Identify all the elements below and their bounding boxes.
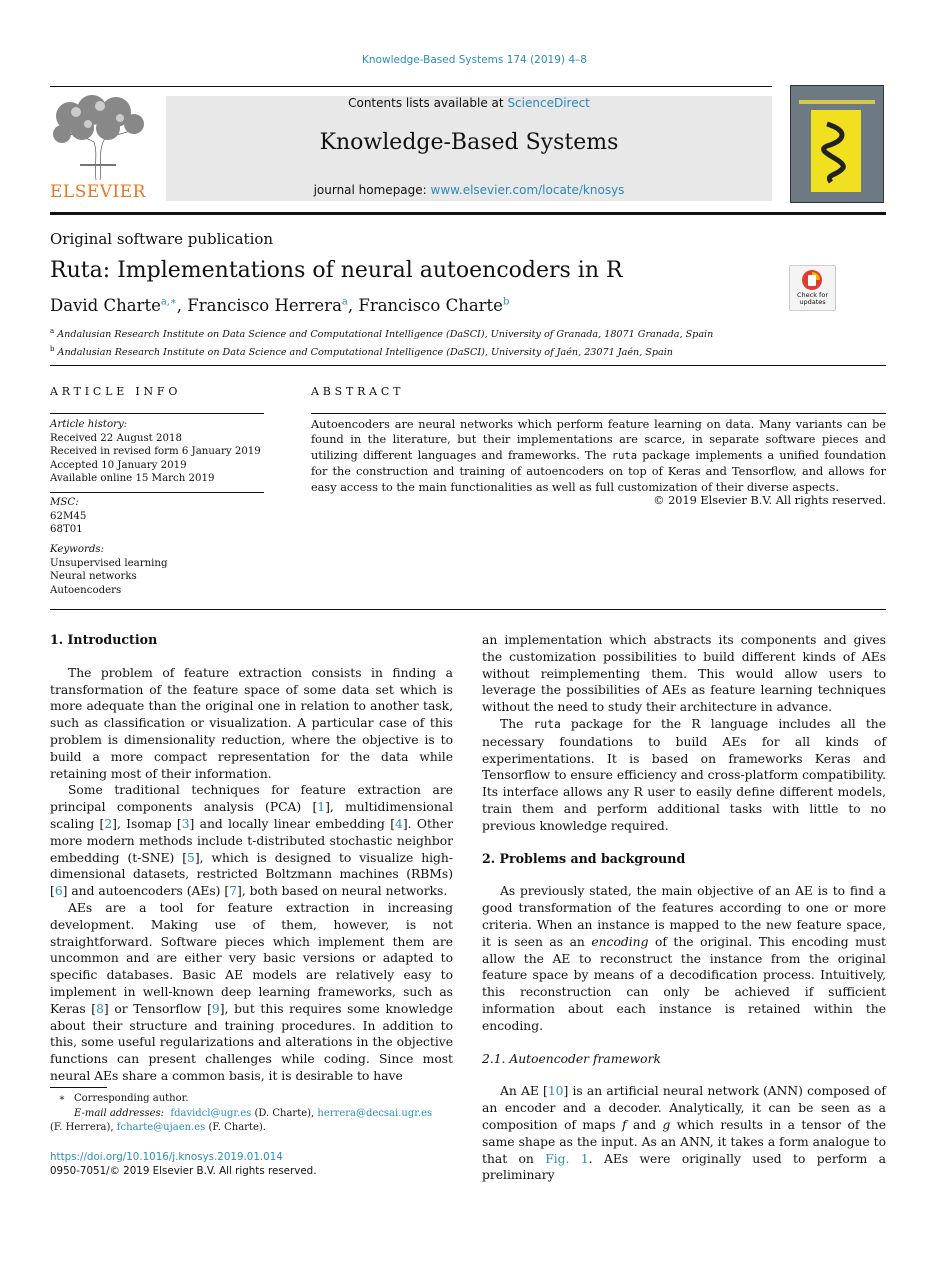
citation-link[interactable]: 9 xyxy=(211,1001,220,1016)
email-line: (F. Herrera), fcharte@ujaen.es (F. Charte). xyxy=(50,1122,266,1133)
citation-link[interactable]: 6 xyxy=(54,884,63,899)
top-rule xyxy=(50,86,772,87)
check-updates-badge[interactable] xyxy=(789,265,836,311)
affiliation-text: Andalusian Research Institute on Data Science and Computational Intelligence (DaSCI), University of Jaén, 23071 Jaén, Spain xyxy=(57,347,673,359)
msc-code: 62M45 xyxy=(50,510,87,522)
msc-code: 68T01 xyxy=(50,524,83,536)
keywords-label: Keywords: xyxy=(50,544,105,555)
package-name: ruta xyxy=(611,449,638,462)
contents-prefix: Contents lists available at xyxy=(348,96,508,110)
homepage-link[interactable]: www.elsevier.com/locate/knosys xyxy=(430,183,625,197)
paragraph: an implementation which abstracts its components and gives the customization possibilities to build different kinds of AEs without reimplementing them. This would allow users to leverage the possibilities of AEs as feature learning techniques without the need to study their architecture in advance. xyxy=(482,633,886,715)
affiliation-mark: b xyxy=(50,345,55,354)
citation-link[interactable]: 1 xyxy=(317,800,326,815)
paragraph: AEs are a tool for feature extraction in increasing development. Making use of them, however, is not straightforward. Software pieces which implement them are uncommon and are either very basic versions or adapted to specific databases. Basic AE models are relatively easy to implement in well-known deep learning frameworks, such as Keras [8] or Tensorflow [9], but this requires some knowledge about their structure and training procedures. In addition to this, some useful regularizations and alterations in the objective functions can present challenges while coding. Since most neural AEs share a common basis, it is desirable to have xyxy=(50,900,453,1083)
subsection-heading: 2.1. Autoencoder framework xyxy=(482,1051,661,1066)
article-info-rule xyxy=(50,413,264,414)
keyword: Neural networks xyxy=(50,571,137,583)
corresponding-author-note: ∗ Corresponding author. xyxy=(58,1093,189,1104)
citation-link[interactable]: 7 xyxy=(229,884,238,899)
author-affiliation-mark[interactable]: a xyxy=(341,296,348,308)
right-column xyxy=(482,632,886,1184)
history-item: Received in revised form 6 January 2019 xyxy=(50,446,261,458)
homepage-prefix: journal homepage: xyxy=(313,183,431,197)
citation-link[interactable]: 3 xyxy=(181,816,190,831)
affiliation-text: Andalusian Research Institute on Data Science and Computational Intelligence (DaSCI), University of Granada, 18071 Granada, Spain xyxy=(57,329,714,341)
affiliation-item xyxy=(50,342,713,360)
sciencedirect-link[interactable]: ScienceDirect xyxy=(507,96,590,110)
footnote xyxy=(50,1092,453,1136)
masthead-rule xyxy=(50,212,886,215)
section-heading: 1. Introduction xyxy=(50,632,158,647)
homepage-line xyxy=(166,183,772,197)
email-line: E-mail addresses: fdavidcl@ugr.es (D. Charte), herrera@decsai.ugr.es xyxy=(74,1107,433,1119)
citation-link[interactable]: 4 xyxy=(395,816,403,831)
abstract-text: package implements a unified foundation for the construction and training of autoencoders on top of Keras and Tensorflow, and allows for easy access to the main functionalities as well as full customization of their diverse aspects. xyxy=(311,448,886,494)
journal-cover xyxy=(790,85,884,203)
doi-link[interactable]: https://doi.org/10.1016/j.knosys.2019.01.014 xyxy=(50,1151,283,1163)
publisher-wordmark: ELSEVIER xyxy=(50,182,146,202)
author-affiliation-mark[interactable]: a,∗ xyxy=(160,296,177,308)
info-rule xyxy=(50,609,886,610)
affiliation-item xyxy=(50,324,713,342)
abstract-body xyxy=(311,417,886,495)
keyword: Autoencoders xyxy=(50,584,122,596)
citation-link[interactable]: 10 xyxy=(547,1084,564,1099)
author-name: Francisco Herrera xyxy=(187,296,342,315)
package-name: ruta xyxy=(533,717,561,731)
author-name: Francisco Charte xyxy=(358,296,503,315)
history-rule xyxy=(50,492,264,493)
footnote-rule xyxy=(50,1087,107,1088)
history-label: Article history: xyxy=(50,419,128,430)
citation-link[interactable]: 5 xyxy=(187,850,195,865)
author-affiliation-mark[interactable]: b xyxy=(502,296,510,308)
article-title: Ruta: Implementations of neural autoencoders in R xyxy=(50,258,623,283)
abstract-heading: ABSTRACT xyxy=(311,385,405,398)
paragraph: The ruta package for the R language includes all the necessary foundations to build AEs for all kinds of experimentations. It is based on frameworks Keras and Tensorflow to ensure efficiency and cross-platform compatibility. Its interface allows any R user to easily define different models, train them and perform additional tasks with little to no previous knowledge required. xyxy=(482,716,886,833)
section-heading: 2. Problems and background xyxy=(482,850,686,866)
figure-link[interactable]: Fig. 1 xyxy=(545,1151,589,1166)
msc-block xyxy=(50,496,264,537)
journal-reference[interactable]: Knowledge-Based Systems 174 (2019) 4–8 xyxy=(362,54,587,66)
paragraph: The problem of feature extraction consists in finding a transformation of the feature space of some data set which is more adequate than the original one in relation to another task, such as classification or visualization. A particular case of this problem is dimensionality reduction, where the objective is to build a more compact representation for the data while retaining most of their information. xyxy=(50,665,453,781)
keywords-block xyxy=(50,543,264,597)
author-list: David Charte$^{a,∗}$, Francisco Herrera$^a$, Francisco Charte$^b$ xyxy=(50,296,510,315)
email-link[interactable]: fcharte@ujaen.es xyxy=(116,1122,206,1133)
abstract-copyright: © 2019 Elsevier B.V. All rights reserved. xyxy=(653,494,886,507)
citation-link[interactable]: 2 xyxy=(104,816,113,831)
history-item: Available online 15 March 2019 xyxy=(50,473,215,485)
check-updates-icon xyxy=(801,269,823,291)
journal-title: Knowledge-Based Systems xyxy=(319,130,619,155)
keyword: Unsupervised learning xyxy=(50,557,168,569)
article-type: Original software publication xyxy=(50,230,274,248)
affiliations xyxy=(50,324,713,360)
msc-label: MSC: xyxy=(50,497,79,508)
history-item: Received 22 August 2018 xyxy=(50,432,182,444)
elsevier-logo xyxy=(50,94,146,202)
paragraph: As previously stated, the main objective of an AE is to find a good transformation of the features according to one or more criteria. When an instance is mapped to the new feature space, it is seen as an encoding of the original. This encoding must allow the AE to reconstruct the instance from the original feature space by means of a decodification process. Intuitively, this reconstruction can only be achieved if sufficient information about each instance is retained within the encoding. xyxy=(482,884,886,1033)
issn-line: 0950-7051/© 2019 Elsevier B.V. All rights reserved. xyxy=(50,1165,317,1177)
abstract-rule xyxy=(311,413,886,414)
article-history xyxy=(50,418,264,486)
header-rule xyxy=(50,365,886,366)
affiliation-mark: a xyxy=(50,327,55,335)
contents-line xyxy=(166,96,772,110)
email-link[interactable]: herrera@decsai.ugr.es xyxy=(317,1107,433,1119)
citation-link[interactable]: 8 xyxy=(96,1001,104,1016)
check-updates-label: Check for updates xyxy=(797,291,828,306)
abstract-text: Autoencoders are neural networks which perform feature learning on data. Many variants can be found in the literature, but their implementations are scarce, in separate software pieces and utilizing different languages and frameworks. The xyxy=(311,418,886,462)
article-info-heading: ARTICLE INFO xyxy=(50,385,182,398)
left-column xyxy=(50,632,453,1085)
author-name: David Charte xyxy=(50,296,161,315)
paragraph: Some traditional techniques for feature extraction are principal components analysis (PCA) [1], multidimensional scaling [2], Isomap [3] and locally linear embedding [4]. Other more modern methods include t-distributed stochastic neighbor embedding (t-SNE) [5], which is designed to visualize high-dimensional datasets, restricted Boltzmann machines (RBMs) [6] and autoencoders (AEs) [7], both based on neural networks. xyxy=(50,783,454,899)
paragraph: An AE [10] is an artificial neural network (ANN) composed of an encoder and a decoder. Analytically, it can be seen as a composition of maps f and g which results in a tensor of the same shape as the input. As an ANN, it takes a form analogue to that on Fig. 1. AEs were originally used to perform a preliminary xyxy=(482,1084,886,1183)
history-item: Accepted 10 January 2019 xyxy=(50,459,187,471)
email-link[interactable]: fdavidcl@ugr.es xyxy=(170,1107,252,1119)
